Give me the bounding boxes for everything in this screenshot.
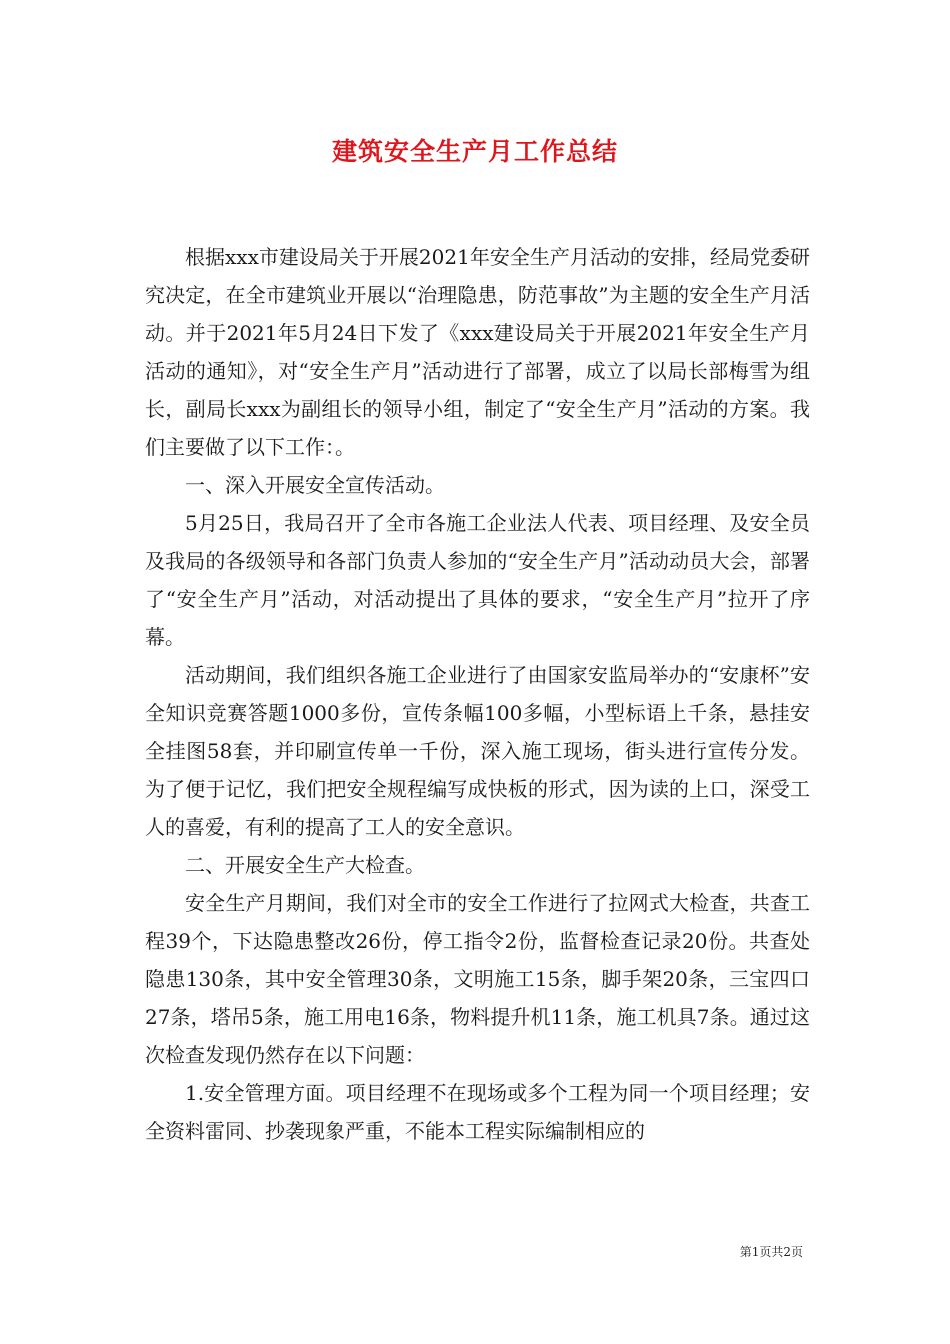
paragraph-management: 1.安全管理方面。项目经理不在现场或多个工程为同一个项目经理；安全资料雷同、抄袭现象严重，不能本工程实际编制相应的 xyxy=(145,1081,810,1143)
section-heading-1: 一、深入开展安全宣传活动。 xyxy=(185,473,445,497)
document-title: 建筑安全生产月工作总结 xyxy=(331,137,618,166)
paragraph-intro: 根据xxx市建设局关于开展2021年安全生产月活动的安排，经局党委研究决定，在全市建筑业开展以“治理隐患，防范事故”为主题的安全生产月活动。并于2021年5月24日下发了《xxx建设局关于开展2021年安全生产月活动的通知》，对“安全生产月”活动进行了部署，成立了以局长部梅雪为组长，副局长xxx为副组长的领导小组，制定了“安全生产月”活动的方案。我们主要做了以下工作：。 xyxy=(145,245,810,459)
section-heading-2: 二、开展安全生产大检查。 xyxy=(185,853,425,877)
page-number: 第1页共2页 xyxy=(739,1245,803,1259)
paragraph-activities: 活动期间，我们组织各施工企业进行了由国家安监局举办的“安康杯”安全知识竞赛答题1000多份，宣传条幅100多幅，小型标语上千条，悬挂安全挂图58套，并印刷宣传单一千份，深入施工现场，街头进行宣传分发。为了便于记忆，我们把安全规程编写成快板的形式，因为读的上口，深受工人的喜爱，有利的提高了工人的安全意识。 xyxy=(145,663,810,839)
document-body xyxy=(145,238,810,1150)
paragraph-meeting: 5月25日，我局召开了全市各施工企业法人代表、项目经理、及安全员及我局的各级领导和各部门负责人参加的“安全生产月”活动动员大会，部署了“安全生产月”活动，对活动提出了具体的要求，“安全生产月”拉开了序幕。 xyxy=(145,511,810,649)
paragraph-inspection: 安全生产月期间，我们对全市的安全工作进行了拉网式大检查，共查工程39个，下达隐患整改26份，停工指令2份，监督检查记录20份。共查处隐患130条，其中安全管理30条，文明施工15条，脚手架20条，三宝四口27条，塔吊5条，施工用电16条，物料提升机11条，施工机具7条。通过这次检查发现仍然存在以下问题： xyxy=(145,891,810,1067)
